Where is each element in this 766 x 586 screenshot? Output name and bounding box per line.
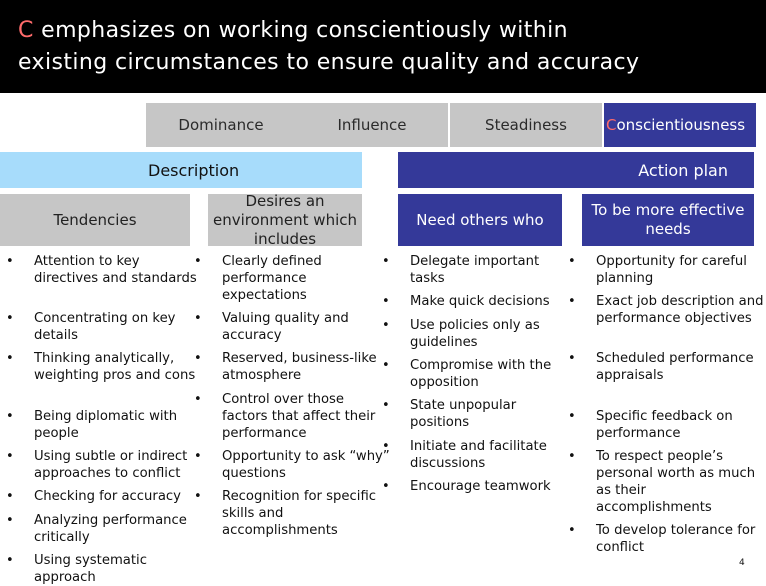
environment-item: • Opportunity to ask “why” questions xyxy=(222,448,392,482)
header-accent-letter: C xyxy=(18,18,34,43)
tab-conscientiousness-initial: C xyxy=(606,116,617,134)
header-line-1 xyxy=(18,18,568,43)
environment-item: • Reserved, business-like atmosphere xyxy=(222,350,392,384)
tendency-item: • Using subtle or indirect approaches to conflict xyxy=(34,448,206,482)
effective-needs-header: To be more effective needs xyxy=(582,194,754,246)
page-number: 4 xyxy=(739,558,745,568)
needs-others-item: • Compromise with the opposition xyxy=(410,357,568,391)
tendency-item: • Using systematic approach xyxy=(34,552,206,586)
action-plan-bar: Action plan xyxy=(398,152,754,188)
tendency-item: • Analyzing performance critically xyxy=(34,512,206,546)
needs-others-item: • Delegate important tasks xyxy=(410,253,568,287)
header-line-2: existing circumstances to ensure quality and accuracy xyxy=(18,50,640,75)
tab-conscientiousness-label: onscientiousness xyxy=(616,116,746,134)
environment-item: • Clearly defined performance expectations xyxy=(222,253,392,304)
tab-dominance[interactable]: Dominance xyxy=(146,103,296,147)
environment-item: • Recognition for specific skills and accomplishments xyxy=(222,488,392,539)
effective-needs-item: • Exact job description and performance objectives xyxy=(596,293,764,327)
environment-header: Desires an environment which includes xyxy=(208,194,362,246)
tendency-item: • Checking for accuracy xyxy=(34,488,206,505)
needs-others-item: • Encourage teamwork xyxy=(410,478,568,495)
needs-others-item: • State unpopular positions xyxy=(410,397,568,431)
header-line-1-text: emphasizes on working conscientiously within xyxy=(33,18,568,43)
slide-header xyxy=(0,0,766,93)
tendency-item: • Being diplomatic with people xyxy=(34,408,206,442)
needs-others-item: • Make quick decisions xyxy=(410,293,568,310)
effective-needs-item: • To develop tolerance for conflict xyxy=(596,522,764,556)
effective-needs-item: • To respect people’s personal worth as much as their accomplishments xyxy=(596,448,764,516)
needs-others-item: • Use policies only as guidelines xyxy=(410,317,568,351)
needs-others-header: Need others who xyxy=(398,194,562,246)
tendency-item: • Concentrating on key details xyxy=(34,310,206,344)
effective-needs-item: • Scheduled performance appraisals xyxy=(596,350,764,384)
needs-others-item: • Initiate and facilitate discussions xyxy=(410,438,568,472)
tab-influence[interactable]: Influence xyxy=(296,103,448,147)
description-bar: Description xyxy=(0,152,362,188)
tab-conscientiousness[interactable] xyxy=(604,103,756,147)
environment-item: • Valuing quality and accuracy xyxy=(222,310,392,344)
tendency-item: • Thinking analytically, weighting pros and cons xyxy=(34,350,206,384)
tendencies-header: Tendencies xyxy=(0,194,190,246)
tab-steadiness[interactable]: Steadiness xyxy=(450,103,602,147)
tendency-item: • Attention to key directives and standards xyxy=(34,253,206,287)
environment-item: • Control over those factors that affect their performance xyxy=(222,391,392,442)
effective-needs-item: • Opportunity for careful planning xyxy=(596,253,764,287)
effective-needs-item: • Specific feedback on performance xyxy=(596,408,764,442)
